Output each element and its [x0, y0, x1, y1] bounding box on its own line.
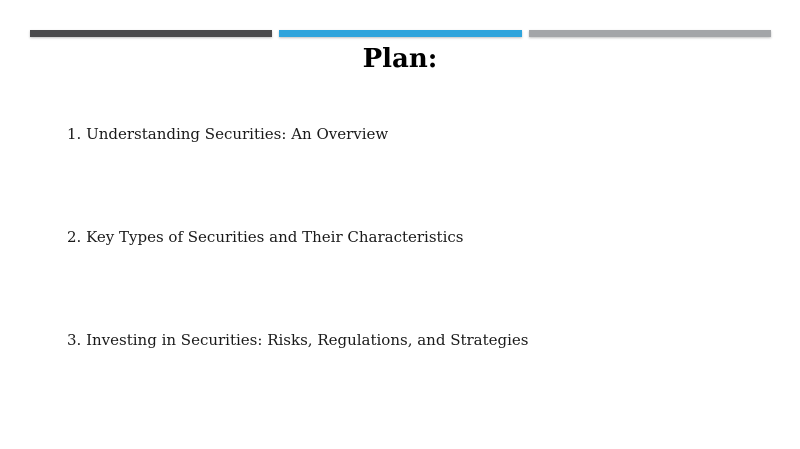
accent-bar-blue: [279, 30, 522, 37]
slide-title: Plan:: [362, 44, 438, 74]
header-accent-bars: [30, 30, 771, 38]
plan-item-overview: 1. Understanding Securities: An Overview: [67, 125, 389, 143]
accent-bar-gray: [529, 30, 771, 37]
accent-bar-dark: [30, 30, 272, 37]
plan-item-key-types: 2. Key Types of Securities and Their Characteristics: [67, 228, 464, 246]
plan-item-investing: 3. Investing in Securities: Risks, Regulations, and Strategies: [67, 331, 529, 349]
